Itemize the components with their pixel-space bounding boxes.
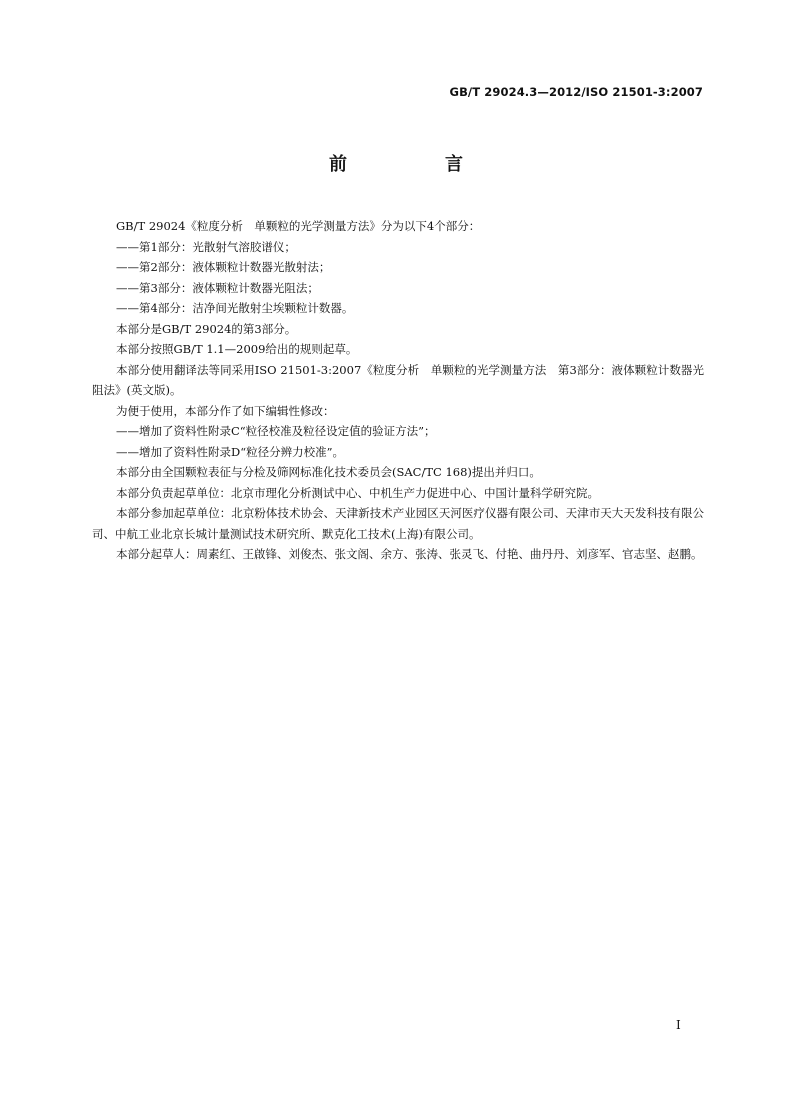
list-item-annex-d: ——增加了资料性附录D“粒径分辨力校准”。 [116, 444, 344, 459]
list-item-part-2: ——第2部分：液体颗粒计数器光散射法； [116, 260, 331, 274]
paragraph-proposed-by: 本部分由全国颗粒表征与分检及筛网标准化技术委员会(SAC/TC 168)提出并归口。 [116, 465, 541, 479]
list-item-part-4: ——第4部分：洁净间光散射尘埃颗粒计数器。 [116, 301, 354, 315]
paragraph-adoption: 本部分使用翻译法等同采用ISO 21501-3:2007《粒度分析 单颗粒的光学测量方法 第3部分：液体颗粒计数器光阻法》(英文版)。 [92, 362, 704, 397]
standard-code-header: GB/T 29024.3—2012/ISO 21501-3:2007 [449, 85, 703, 99]
page-title: 前 言 [329, 154, 503, 175]
paragraph-part-number: 本部分是GB/T 29024的第3部分。 [116, 321, 297, 336]
list-item-part-3: ——第3部分：液体颗粒计数器光阻法； [116, 280, 319, 295]
paragraph-participating-drafters: 本部分参加起草单位：北京粉体技术协会、天津新技术产业园区天河医疗仪器有限公司、天津市天大天发科技有限公司、中航工业北京长城计量测试技术研究所、默克化工技术(上海)有限公司。 [92, 506, 704, 541]
list-item-annex-c: ——增加了资料性附录C“粒径校准及粒径设定值的验证方法”； [116, 424, 436, 438]
list-item-part-1: ——第1部分：光散射气溶胶谱仪； [116, 239, 296, 254]
preface-body [92, 216, 704, 565]
paragraph-drafters: 本部分起草人：周素红、王啟锋、刘俊杰、张文阁、余方、张涛、张灵飞、付艳、曲丹丹、刘彦军、官志坚、赵鹏。 [116, 547, 703, 561]
paragraph-drafting-rules: 本部分按照GB/T 1.1—2009给出的规则起草。 [116, 342, 358, 356]
paragraph-parts-intro: GB/T 29024《粒度分析 单颗粒的光学测量方法》分为以下4个部分： [116, 219, 481, 233]
paragraph-responsible-drafters: 本部分负责起草单位：北京市理化分析测试中心、中机生产力促进中心、中国计量科学研究院。 [116, 485, 599, 500]
page-number: I [676, 1018, 681, 1032]
paragraph-editorial-changes: 为便于使用，本部分作了如下编辑性修改： [116, 403, 335, 418]
